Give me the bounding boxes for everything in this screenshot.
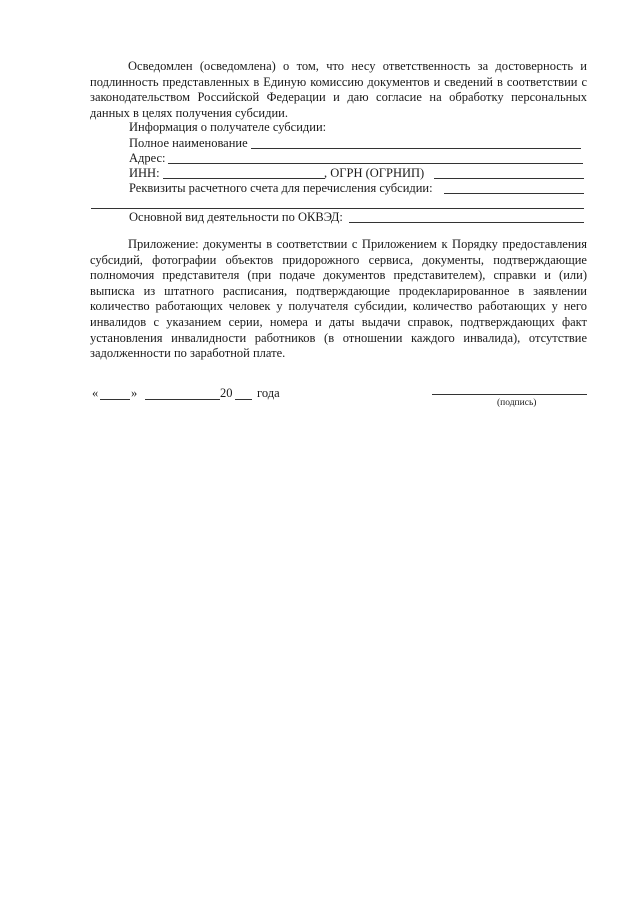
ogrn-field[interactable] [434, 178, 584, 179]
okved-field[interactable] [349, 222, 584, 223]
signature-field[interactable] [432, 394, 587, 395]
date-month-field[interactable] [145, 399, 220, 400]
date-day-field[interactable] [100, 399, 130, 400]
address-label: Адрес: [129, 151, 166, 165]
inn-field[interactable] [163, 178, 325, 179]
attachment-paragraph: Приложение: документы в соответствии с Приложением к Порядку предоставления субсидий, фотографии объектов придорожного сервиса, документы, подтверждающие полномочия представителя (при подаче документов представителем), справки и (или) выписка из штатного расписания, подтверждающие продекларированное в заявлении количество работающих человек у получателя субсидии, количество работающих у него инвалидов с указанием серии, номера и даты выдачи справок, подтверждающих факт установления инвалидности работников (в отношении каждого инвалида), отсутствие задолженности по заработной плате. [90, 237, 587, 361]
consent-paragraph: Осведомлен (осведомлена) о том, что несу ответственность за достоверность и подлинность представленных в Единую комиссию документов и сведений в соответствии с законодательством Российской Федерации и даю согласие на обработку персональных данных в целях получения субсидии. [90, 59, 587, 120]
full-name-label: Полное наименование [129, 136, 248, 150]
date-year-field[interactable] [235, 399, 252, 400]
address-field[interactable] [168, 163, 583, 164]
account-field-continuation[interactable] [91, 208, 584, 209]
recipient-heading: Информация о получателе субсидии: [129, 120, 327, 134]
okved-label: Основной вид деятельности по ОКВЭД: [129, 210, 343, 224]
ogrn-label: , ОГРН (ОГРНИП) [324, 166, 425, 180]
date-year-word: года [257, 386, 280, 400]
signature-caption: (подпись) [497, 398, 537, 408]
date-close-quote: » [131, 386, 138, 400]
account-label: Реквизиты расчетного счета для перечисления субсидии: [129, 181, 433, 195]
account-field[interactable] [444, 193, 584, 194]
full-name-field[interactable] [251, 148, 581, 149]
inn-label: ИНН: [129, 166, 160, 180]
date-century: 20 [220, 386, 233, 400]
date-open-quote: « [92, 386, 99, 400]
